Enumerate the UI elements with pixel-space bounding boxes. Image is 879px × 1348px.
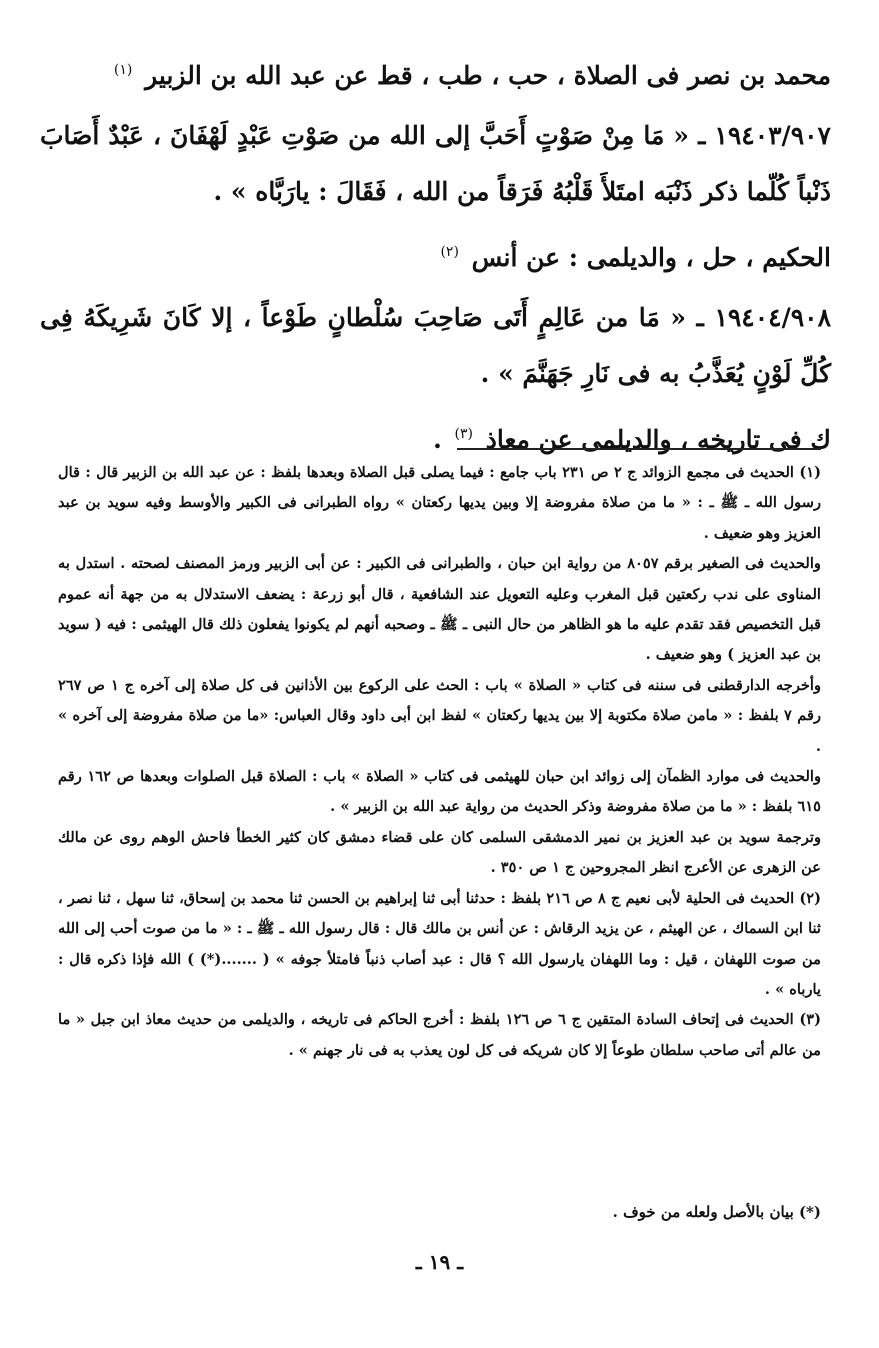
footnote-divider [457, 448, 821, 450]
hadith-text: ـ « مَا مِنْ صَوْتٍ أَحَبَّ إلى الله من صَوْتِ عَبْدٍ لَهْفَانَ ، عَبْدٌ أَصَابَ ذَنْباً كُلّما ذكر ذَنْبَه امتَلأَ قَلْبُهُ فَرَقاً من الله ، فَقَالَ : يارَبَّاه » . [40, 121, 831, 206]
hadith-908 [40, 290, 831, 402]
footnote-2: (٢) الحديث فى الحلية لأبى نعيم ج ٨ ص ٢١٦ بلفظ : حدثنا أبى ثنا إبراهيم بن الحسن ثنا محمد بن إسحاق، ثنا سهل ، ثنا نصر ، ثنا ابن السماك ، عن الهيثم ، عن يزيد الرقاش : عن أنس بن مالك قال : قال رسول الله ـ ﷺ ـ : « ما من صوت أحب إلى الله من صوت اللهفان ، قيل : وما اللهفان يارسول الله ؟ قال : عبد أصاب ذنباً فامتلأ جوفه » ( .......(*) ) الله فإذا ذكره قال : يارباه » . [58, 889, 821, 998]
hadith-text: ـ « مَا من عَالِمٍ أَتَى صَاحِبَ سُلْطانٍ طَوْعاً ، إلا كَانَ شَرِيكَهُ فِى كُلِّ لَوْنٍ يُعَذَّبُ به فى نَارِ جَهَنَّمَ » . [40, 303, 831, 388]
asterisk-note: (*) بيان بالأصل ولعله من خوف . [612, 1203, 821, 1221]
source-text: محمد بن نصر فى الصلاة ، حب ، طب ، قط عن عبد الله بن الزبير [145, 61, 831, 90]
footnote-ref-3: (٣) [454, 426, 474, 442]
page-number: ـ ١٩ ـ [415, 1250, 464, 1274]
source-text: الحكيم ، حل ، والديلمى : عن أنس [471, 243, 831, 272]
source-line-1 [40, 42, 831, 104]
source-line-2 [40, 224, 831, 286]
footnote-ref-2: (٢) [440, 244, 459, 260]
footnote-1-para-3: وأخرجه الدارقطنى فى سننه فى كتاب « الصلاة » باب : الحث على الركوع بين الأذانين فى كل صلاة إلى آخره ج ١ ص ٢٦٧ رقم ٧ بلفظ : « مامن صلاة مكتوبة إلا بين يديها ركعتان » لفظ ابن أبى داود وقال العباس: «ما من صلاة مفروضة إلى آخره » . [58, 676, 821, 755]
footnote-3: (٣) الحديث فى إتحاف السادة المتقين ج ٦ ص ١٢٦ بلفظ : أخرج الحاكم فى تاريخه ، والديلمى من حديث معاذ ابن جبل « ما من عالم أتى صاحب سلطان طوعاً إلا كان شريكه فى كل لون يعذب به فى نار جهنم » . [58, 1011, 821, 1059]
footnote-1-para-5: وترجمة سويد بن عبد العزيز بن نمير الدمشقى السلمى كان على قضاء دمشق كان كثير الخطأ فاحش الوهم روى عن مالك عن الزهرى عن الأعرج انظر المجروحين ج ١ ص ٣٥٠ . [58, 828, 821, 877]
footnote-ref-1: (١) [113, 62, 133, 78]
source-text: ك فى تاريخه ، والديلمى عن معاذ [485, 425, 831, 454]
hadith-number: ١٩٤٠٣/٩٠٧ [714, 121, 831, 150]
hadith-number: ١٩٤٠٤/٩٠٨ [714, 303, 831, 332]
hadith-907 [40, 108, 831, 220]
footnote-1-para-1: (١) الحديث فى مجمع الزوائد ج ٢ ص ٢٣١ باب جامع : فيما يصلى قبل الصلاة وبعدها بلفظ : عن عبد الله بن الزبير قال : قال رسول الله ـ ﷺ ـ : « ما من صلاة مفروضة إلا وبين يديها ركعتان » رواه الطبرانى فى الكبير والأوسط وفيه سويد بن عبد العزيز وهو ضعيف . [58, 464, 821, 542]
footnote-1-para-2: والحديث فى الصغير برقم ٨٠٥٧ من رواية ابن حبان ، والطبرانى فى الكبير : عن أبى الزبير ورمز المصنف لصحته . استدل به المناوى على ندب ركعتين قبل المغرب وعليه التعويل عند الشافعية ، قال أبو زرعة : يضعف الاستدلال به من جهة أنه عموم قبل التخصيص فقد تقدم عليه ما هو الظاهر من حال النبى ـ ﷺ ـ وصحبه أنهم لم يكونوا يفعلون ذلك قال الهيثمى : فيه ( سويد بن عبد العزيز ) وهو ضعيف . [58, 555, 821, 664]
footnotes [58, 458, 821, 1066]
footnote-1-para-4: والحديث فى موارد الظمآن إلى زوائد ابن حبان للهيثمى فى كتاب « الصلاة » باب : الصلاة قبل الصلوات وبعدها ص ١٦٢ رقم ٦١٥ بلفظ : « ما من صلاة مفروضة وذكر الحديث من رواية عبد الله بن الزبير » . [58, 768, 821, 816]
source-end: . [433, 425, 442, 454]
main-text [40, 42, 831, 468]
